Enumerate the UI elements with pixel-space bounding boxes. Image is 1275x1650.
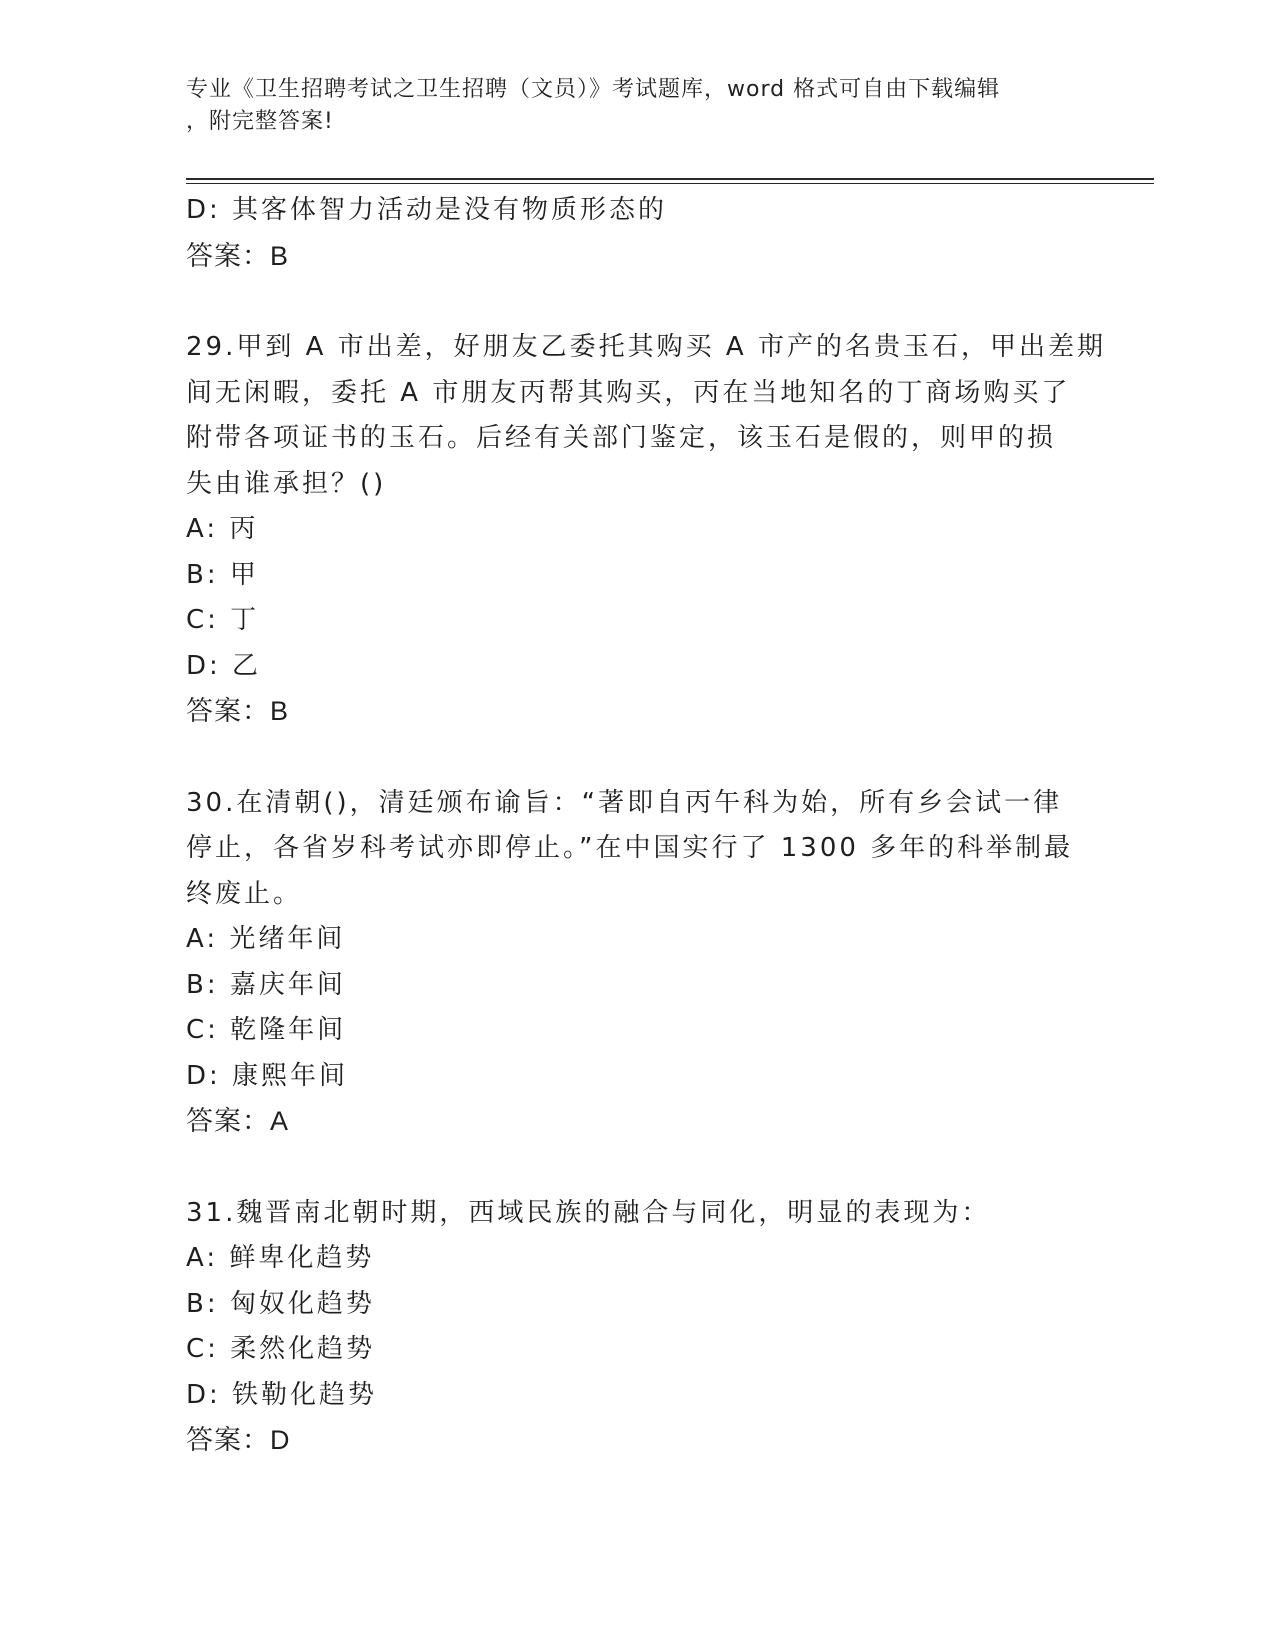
- question-30-line-1: 30.在清朝()，清廷颁布谕旨：“著即自丙午科为始，所有乡会试一律: [186, 787, 1063, 818]
- question-30-line-3: 终废止。: [186, 878, 303, 909]
- question-31-option-c: C: 柔然化趋势: [186, 1334, 376, 1364]
- question-31-option-d: D: 铁勒化趋势: [186, 1379, 378, 1410]
- question-30-option-a: A: 光绪年间: [186, 924, 346, 954]
- question-31-option-a: A: 鲜卑化趋势: [186, 1243, 375, 1273]
- page-header: [186, 74, 1066, 138]
- question-content: [186, 188, 1106, 1464]
- spacer: [186, 1145, 1086, 1191]
- header-line-2: ，附完整答案!: [186, 109, 334, 134]
- question-29-option-c: C: 丁: [186, 605, 260, 635]
- question-29: [186, 325, 1106, 735]
- header-divider-thin: [186, 183, 1154, 184]
- question-31-answer: 答案：D: [186, 1425, 291, 1455]
- question-29-line-1: 29.甲到 A 市出差，好朋友乙委托其购买 A 市产的名贵玉石，甲出差期: [186, 332, 1106, 362]
- question-30-option-d: D: 康熙年间: [186, 1060, 349, 1091]
- question-29-option-d: D: 乙: [186, 650, 262, 681]
- question-29-line-2: 间无闲暇，委托 A 市朋友丙帮其购买，丙在当地知名的丁商场购买了: [186, 377, 1071, 408]
- question-30-option-c: C: 乾隆年间: [186, 1015, 347, 1045]
- spacer: [186, 279, 1086, 325]
- question-29-line-4: 失由谁承担？(): [186, 468, 387, 499]
- question-30-line-2: 停止，各省岁科考试亦即停止。”在中国实行了 1300 多年的科举制最: [186, 833, 1074, 863]
- question-29-option-b: B: 甲: [186, 559, 259, 590]
- question-31-option-b: B: 匈奴化趋势: [186, 1288, 375, 1319]
- prev-option-d: D: 其客体智力活动是没有物质形态的: [186, 195, 668, 225]
- question-31: [186, 1191, 1086, 1464]
- question-30: [186, 781, 1086, 1145]
- question-30-answer: 答案：A: [186, 1106, 290, 1136]
- spacer: [186, 735, 1086, 781]
- question-29-answer: 答案：B: [186, 696, 290, 726]
- question-30-option-b: B: 嘉庆年间: [186, 969, 346, 1000]
- prev-answer: 答案：B: [186, 240, 290, 271]
- question-29-option-a: A: 丙: [186, 514, 259, 544]
- question-31-line-1: 31.魏晋南北朝时期，西域民族的融合与同化，明显的表现为：: [186, 1197, 991, 1228]
- header-divider-thick: [186, 178, 1154, 180]
- header-line-1: 专业《卫生招聘考试之卫生招聘（文员）》考试题库，word 格式可自由下载编辑: [186, 77, 1001, 102]
- question-29-line-3: 附带各项证书的玉石。后经有关部门鉴定，该玉石是假的，则甲的损: [186, 423, 1057, 453]
